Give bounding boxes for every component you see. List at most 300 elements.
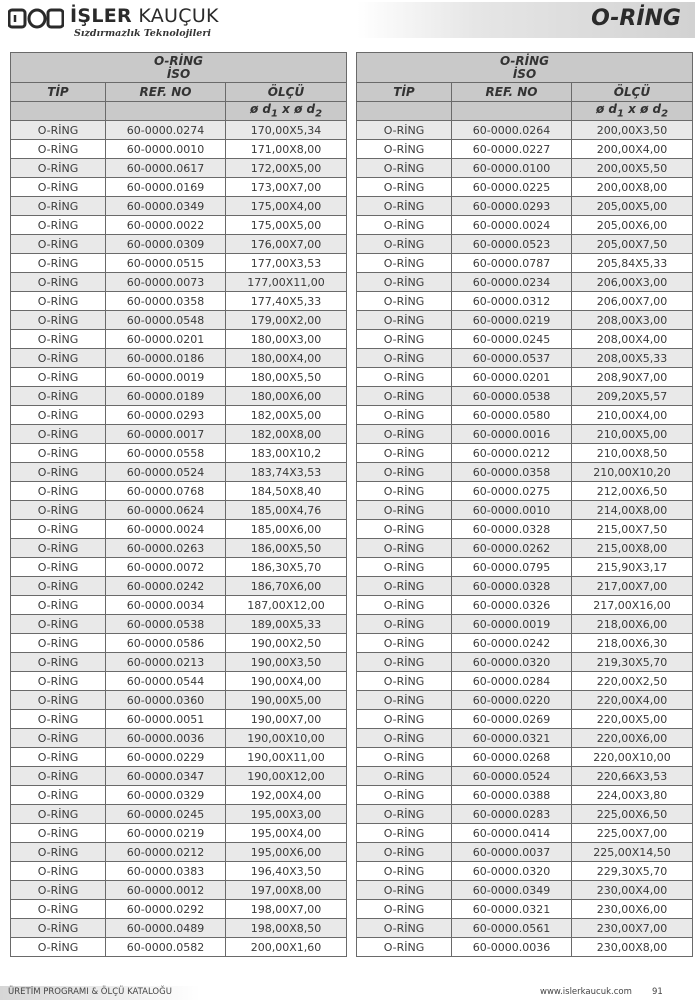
- table-row: [357, 311, 693, 330]
- table-row: [11, 444, 347, 463]
- caption-line-2: İSO: [166, 66, 191, 81]
- cell-ref-no: 60-0000.0358: [106, 292, 226, 311]
- subheader-empty: [106, 102, 226, 121]
- cell-ref-no: 60-0000.0326: [452, 596, 572, 615]
- cell-type: O-RİNG: [11, 444, 106, 463]
- cell-type: O-RİNG: [11, 881, 106, 900]
- table-row: [11, 140, 347, 159]
- table-row: [11, 197, 347, 216]
- cell-type: O-RİNG: [357, 254, 452, 273]
- cell-size: 208,00X5,33: [572, 349, 693, 368]
- page-title: O-RİNG: [591, 6, 681, 31]
- cell-size: 220,00X4,00: [572, 691, 693, 710]
- table-row: [11, 121, 347, 140]
- cell-type: O-RİNG: [357, 178, 452, 197]
- table-row: [357, 235, 693, 254]
- table-row: [357, 368, 693, 387]
- cell-ref-no: 60-0000.0036: [452, 938, 572, 957]
- cell-type: O-RİNG: [11, 919, 106, 938]
- table-row: [357, 292, 693, 311]
- cell-ref-no: 60-0000.0219: [452, 311, 572, 330]
- table-row: [357, 140, 693, 159]
- cell-size: 180,00X6,00: [226, 387, 347, 406]
- cell-size: 197,00X8,00: [226, 881, 347, 900]
- cell-size: 186,00X5,50: [226, 539, 347, 558]
- table-row: [357, 615, 693, 634]
- cell-ref-no: 60-0000.0245: [106, 805, 226, 824]
- subheader-empty: [357, 102, 452, 121]
- cell-size: 209,20X5,57: [572, 387, 693, 406]
- cell-size: 220,00X10,00: [572, 748, 693, 767]
- cell-size: 177,00X3,53: [226, 254, 347, 273]
- table-row: [11, 368, 347, 387]
- cell-size: 219,30X5,70: [572, 653, 693, 672]
- cell-size: 200,00X1,60: [226, 938, 347, 957]
- cell-ref-no: 60-0000.0292: [106, 900, 226, 919]
- cell-type: O-RİNG: [357, 634, 452, 653]
- table-row: [357, 900, 693, 919]
- cell-size: 183,74X3,53: [226, 463, 347, 482]
- cell-size: 186,30X5,70: [226, 558, 347, 577]
- column-header-type: TİP: [357, 83, 452, 102]
- phi-symbol: ø: [249, 102, 259, 117]
- cell-type: O-RİNG: [11, 634, 106, 653]
- cell-ref-no: 60-0000.0010: [106, 140, 226, 159]
- cell-size: 215,00X8,00: [572, 539, 693, 558]
- cell-size: 187,00X12,00: [226, 596, 347, 615]
- cell-ref-no: 60-0000.0328: [452, 577, 572, 596]
- cell-size: 190,00X7,00: [226, 710, 347, 729]
- cell-type: O-RİNG: [357, 539, 452, 558]
- cell-type: O-RİNG: [11, 254, 106, 273]
- cell-ref-no: 60-0000.0036: [106, 729, 226, 748]
- table-row: [11, 254, 347, 273]
- footer-website: www.islerkaucuk.com: [540, 987, 632, 997]
- table-row: [357, 729, 693, 748]
- cell-type: O-RİNG: [357, 615, 452, 634]
- cell-size: 212,00X6,50: [572, 482, 693, 501]
- table-row: [11, 159, 347, 178]
- cell-ref-no: 60-0000.0269: [452, 710, 572, 729]
- table-row: [11, 900, 347, 919]
- cell-size: 230,00X8,00: [572, 938, 693, 957]
- table-row: [357, 558, 693, 577]
- cell-ref-no: 60-0000.0100: [452, 159, 572, 178]
- cell-ref-no: 60-0000.0524: [452, 767, 572, 786]
- table-row: [11, 292, 347, 311]
- subheader-empty: [452, 102, 572, 121]
- footer-catalog-title: ÜRETİM PROGRAMI & ÖLÇÜ KATALOĞU: [8, 987, 172, 997]
- table-row: [11, 786, 347, 805]
- cell-type: O-RİNG: [11, 672, 106, 691]
- cell-type: O-RİNG: [11, 425, 106, 444]
- cell-ref-no: 60-0000.0321: [452, 729, 572, 748]
- cell-type: O-RİNG: [11, 159, 106, 178]
- subheader-empty: [11, 102, 106, 121]
- cell-ref-no: 60-0000.0010: [452, 501, 572, 520]
- cell-size: 200,00X3,50: [572, 121, 693, 140]
- cell-type: O-RİNG: [11, 615, 106, 634]
- table-row: [11, 311, 347, 330]
- table-row: [357, 273, 693, 292]
- cell-type: O-RİNG: [357, 349, 452, 368]
- cell-size: 225,00X14,50: [572, 843, 693, 862]
- cell-size: 200,00X8,00: [572, 178, 693, 197]
- d-letter: d: [608, 102, 617, 117]
- table-row: [11, 881, 347, 900]
- cell-type: O-RİNG: [357, 444, 452, 463]
- table-row: [357, 767, 693, 786]
- cell-size: 180,00X4,00: [226, 349, 347, 368]
- cell-type: O-RİNG: [11, 843, 106, 862]
- table-row: [357, 653, 693, 672]
- brand-light: KAUÇUK: [138, 5, 219, 27]
- cell-type: O-RİNG: [11, 710, 106, 729]
- cell-type: O-RİNG: [11, 786, 106, 805]
- cell-size: 210,00X8,50: [572, 444, 693, 463]
- cell-size: 184,50X8,40: [226, 482, 347, 501]
- cell-size: 225,00X7,00: [572, 824, 693, 843]
- table-row: [357, 349, 693, 368]
- cell-type: O-RİNG: [11, 197, 106, 216]
- cell-size: 190,00X11,00: [226, 748, 347, 767]
- cell-size: 185,00X6,00: [226, 520, 347, 539]
- cell-size: 190,00X5,00: [226, 691, 347, 710]
- cell-size: 218,00X6,00: [572, 615, 693, 634]
- cell-size: 220,00X5,00: [572, 710, 693, 729]
- cell-ref-no: 60-0000.0213: [106, 653, 226, 672]
- cell-type: O-RİNG: [11, 501, 106, 520]
- cell-ref-no: 60-0000.0245: [452, 330, 572, 349]
- table-row: [11, 938, 347, 957]
- cell-ref-no: 60-0000.0034: [106, 596, 226, 615]
- cell-type: O-RİNG: [357, 862, 452, 881]
- cell-type: O-RİNG: [11, 577, 106, 596]
- cell-type: O-RİNG: [11, 938, 106, 957]
- table-row: [357, 254, 693, 273]
- left-size-table: [10, 52, 347, 957]
- cell-ref-no: 60-0000.0275: [452, 482, 572, 501]
- column-header-size: ÖLÇÜ: [572, 83, 693, 102]
- cell-ref-no: 60-0000.0347: [106, 767, 226, 786]
- cell-type: O-RİNG: [357, 406, 452, 425]
- cell-ref-no: 60-0000.0242: [452, 634, 572, 653]
- cell-type: O-RİNG: [11, 729, 106, 748]
- table-row: [11, 577, 347, 596]
- cell-type: O-RİNG: [11, 406, 106, 425]
- cell-ref-no: 60-0000.0328: [452, 520, 572, 539]
- cell-ref-no: 60-0000.0558: [106, 444, 226, 463]
- table-row: [11, 178, 347, 197]
- table-row: [11, 482, 347, 501]
- caption-line-1: O-RİNG: [153, 53, 203, 68]
- cell-size: 186,70X6,00: [226, 577, 347, 596]
- cell-ref-no: 60-0000.0024: [452, 216, 572, 235]
- cell-type: O-RİNG: [11, 482, 106, 501]
- cell-type: O-RİNG: [357, 463, 452, 482]
- cell-size: 176,00X7,00: [226, 235, 347, 254]
- table-row: [357, 596, 693, 615]
- subscript-1: 1: [270, 108, 278, 120]
- cell-size: 208,90X7,00: [572, 368, 693, 387]
- table-row: [11, 634, 347, 653]
- cell-type: O-RİNG: [357, 843, 452, 862]
- cell-type: O-RİNG: [357, 273, 452, 292]
- cell-size: 200,00X4,00: [572, 140, 693, 159]
- subscript-2: 2: [315, 108, 323, 120]
- cell-ref-no: 60-0000.0524: [106, 463, 226, 482]
- cell-size: 198,00X8,50: [226, 919, 347, 938]
- table-row: [11, 425, 347, 444]
- cell-ref-no: 60-0000.0263: [106, 539, 226, 558]
- cell-type: O-RİNG: [11, 596, 106, 615]
- table-row: [11, 520, 347, 539]
- table-row: [11, 330, 347, 349]
- cell-size: 205,00X7,50: [572, 235, 693, 254]
- table-row: [357, 197, 693, 216]
- cell-type: O-RİNG: [11, 691, 106, 710]
- cell-ref-no: 60-0000.0561: [452, 919, 572, 938]
- cell-size: 175,00X4,00: [226, 197, 347, 216]
- cell-ref-no: 60-0000.0293: [452, 197, 572, 216]
- cell-type: O-RİNG: [357, 900, 452, 919]
- cell-type: O-RİNG: [357, 368, 452, 387]
- cell-ref-no: 60-0000.0017: [106, 425, 226, 444]
- cell-size: 177,00X11,00: [226, 273, 347, 292]
- cell-ref-no: 60-0000.0349: [106, 197, 226, 216]
- table-row: [357, 805, 693, 824]
- table-row: [11, 729, 347, 748]
- brand-bold: İŞLER: [70, 5, 132, 27]
- table-row: [11, 615, 347, 634]
- cell-ref-no: 60-0000.0538: [452, 387, 572, 406]
- table-row: [357, 520, 693, 539]
- cell-type: O-RİNG: [357, 311, 452, 330]
- cell-size: 195,00X4,00: [226, 824, 347, 843]
- cell-size: 171,00X8,00: [226, 140, 347, 159]
- cell-type: O-RİNG: [11, 368, 106, 387]
- cell-ref-no: 60-0000.0264: [452, 121, 572, 140]
- table-row: [357, 748, 693, 767]
- cell-ref-no: 60-0000.0234: [452, 273, 572, 292]
- right-table-body: [357, 121, 693, 957]
- table-row: [11, 387, 347, 406]
- cell-size: 218,00X6,30: [572, 634, 693, 653]
- table-row: [357, 444, 693, 463]
- cell-ref-no: 60-0000.0037: [452, 843, 572, 862]
- cell-size: 170,00X5,34: [226, 121, 347, 140]
- x-letter: x: [628, 102, 636, 117]
- cell-size: 230,00X6,00: [572, 900, 693, 919]
- column-header-ref: REF. NO: [106, 83, 226, 102]
- cell-size: 189,00X5,33: [226, 615, 347, 634]
- cell-type: O-RİNG: [11, 748, 106, 767]
- table-row: [357, 577, 693, 596]
- cell-ref-no: 60-0000.0284: [452, 672, 572, 691]
- table-row: [11, 216, 347, 235]
- cell-ref-no: 60-0000.0022: [106, 216, 226, 235]
- table-row: [11, 501, 347, 520]
- x-letter: x: [282, 102, 290, 117]
- cell-type: O-RİNG: [11, 273, 106, 292]
- cell-size: 200,00X5,50: [572, 159, 693, 178]
- cell-type: O-RİNG: [11, 767, 106, 786]
- cell-ref-no: 60-0000.0582: [106, 938, 226, 957]
- cell-ref-no: 60-0000.0580: [452, 406, 572, 425]
- table-caption: [357, 53, 693, 83]
- table-row: [357, 824, 693, 843]
- cell-ref-no: 60-0000.0321: [452, 900, 572, 919]
- table-row: [357, 178, 693, 197]
- page-footer: [0, 984, 695, 1000]
- cell-type: O-RİNG: [11, 862, 106, 881]
- table-row: [357, 634, 693, 653]
- cell-ref-no: 60-0000.0283: [452, 805, 572, 824]
- brand-tagline: Sızdırmazlık Teknolojileri: [74, 28, 211, 39]
- cell-ref-no: 60-0000.0489: [106, 919, 226, 938]
- table-row: [357, 330, 693, 349]
- cell-ref-no: 60-0000.0012: [106, 881, 226, 900]
- cell-ref-no: 60-0000.0312: [452, 292, 572, 311]
- cell-ref-no: 60-0000.0016: [452, 425, 572, 444]
- table-row: [11, 349, 347, 368]
- column-header-ref: REF. NO: [452, 83, 572, 102]
- cell-type: O-RİNG: [357, 710, 452, 729]
- d-letter: d: [652, 102, 662, 117]
- table-row: [11, 805, 347, 824]
- cell-ref-no: 60-0000.0795: [452, 558, 572, 577]
- cell-ref-no: 60-0000.0617: [106, 159, 226, 178]
- cell-size: 205,00X5,00: [572, 197, 693, 216]
- table-row: [357, 216, 693, 235]
- cell-ref-no: 60-0000.0227: [452, 140, 572, 159]
- cell-size: 210,00X5,00: [572, 425, 693, 444]
- d-letter: d: [262, 102, 271, 117]
- cell-ref-no: 60-0000.0268: [452, 748, 572, 767]
- cell-size: 190,00X10,00: [226, 729, 347, 748]
- cell-type: O-RİNG: [11, 900, 106, 919]
- cell-ref-no: 60-0000.0523: [452, 235, 572, 254]
- table-row: [357, 406, 693, 425]
- table-row: [357, 425, 693, 444]
- phi-symbol: ø: [595, 102, 605, 117]
- cell-type: O-RİNG: [357, 216, 452, 235]
- cell-size: 190,00X12,00: [226, 767, 347, 786]
- cell-type: O-RİNG: [357, 501, 452, 520]
- table-row: [357, 919, 693, 938]
- cell-type: O-RİNG: [357, 786, 452, 805]
- cell-ref-no: 60-0000.0201: [452, 368, 572, 387]
- table-row: [357, 786, 693, 805]
- left-table-body: [11, 121, 347, 957]
- table-row: [357, 463, 693, 482]
- cell-size: 190,00X4,00: [226, 672, 347, 691]
- cell-type: O-RİNG: [11, 216, 106, 235]
- cell-size: 206,00X7,00: [572, 292, 693, 311]
- page-number: 91: [652, 987, 663, 997]
- table-row: [11, 539, 347, 558]
- cell-size: 173,00X7,00: [226, 178, 347, 197]
- right-table-wrapper: [356, 52, 692, 957]
- cell-ref-no: 60-0000.0515: [106, 254, 226, 273]
- cell-type: O-RİNG: [357, 197, 452, 216]
- cell-ref-no: 60-0000.0169: [106, 178, 226, 197]
- caption-line-1: O-RİNG: [499, 53, 549, 68]
- cell-type: O-RİNG: [357, 805, 452, 824]
- cell-type: O-RİNG: [357, 121, 452, 140]
- cell-type: O-RİNG: [357, 691, 452, 710]
- cell-ref-no: 60-0000.0320: [452, 862, 572, 881]
- cell-ref-no: 60-0000.0186: [106, 349, 226, 368]
- table-row: [11, 596, 347, 615]
- cell-ref-no: 60-0000.0358: [452, 463, 572, 482]
- cell-size: 224,00X3,80: [572, 786, 693, 805]
- cell-ref-no: 60-0000.0219: [106, 824, 226, 843]
- cell-ref-no: 60-0000.0220: [452, 691, 572, 710]
- cell-type: O-RİNG: [357, 520, 452, 539]
- cell-size: 192,00X4,00: [226, 786, 347, 805]
- cell-ref-no: 60-0000.0073: [106, 273, 226, 292]
- cell-ref-no: 60-0000.0349: [452, 881, 572, 900]
- cell-ref-no: 60-0000.0019: [452, 615, 572, 634]
- phi-symbol: ø: [294, 102, 303, 117]
- cell-size: 215,90X3,17: [572, 558, 693, 577]
- table-row: [357, 501, 693, 520]
- size-subheader: [226, 102, 347, 121]
- table-row: [357, 710, 693, 729]
- table-row: [357, 121, 693, 140]
- cell-type: O-RİNG: [11, 539, 106, 558]
- cell-type: O-RİNG: [11, 311, 106, 330]
- page-header: [0, 0, 695, 44]
- table-row: [11, 406, 347, 425]
- cell-ref-no: 60-0000.0586: [106, 634, 226, 653]
- table-row: [357, 387, 693, 406]
- size-subheader: [572, 102, 693, 121]
- table-row: [357, 539, 693, 558]
- table-row: [11, 691, 347, 710]
- cell-size: 196,40X3,50: [226, 862, 347, 881]
- cell-ref-no: 60-0000.0388: [452, 786, 572, 805]
- cell-size: 175,00X5,00: [226, 216, 347, 235]
- cell-size: 210,00X4,00: [572, 406, 693, 425]
- cell-type: O-RİNG: [357, 653, 452, 672]
- cell-type: O-RİNG: [357, 596, 452, 615]
- table-row: [357, 159, 693, 178]
- cell-size: 217,00X16,00: [572, 596, 693, 615]
- left-table-wrapper: [10, 52, 346, 957]
- cell-type: O-RİNG: [11, 121, 106, 140]
- cell-type: O-RİNG: [357, 672, 452, 691]
- cell-size: 185,00X4,76: [226, 501, 347, 520]
- cell-type: O-RİNG: [357, 577, 452, 596]
- table-row: [357, 843, 693, 862]
- table-row: [11, 843, 347, 862]
- cell-type: O-RİNG: [11, 653, 106, 672]
- company-logo: [8, 4, 219, 40]
- cell-size: 208,00X3,00: [572, 311, 693, 330]
- cell-size: 195,00X6,00: [226, 843, 347, 862]
- cell-size: 225,00X6,50: [572, 805, 693, 824]
- table-row: [11, 824, 347, 843]
- cell-type: O-RİNG: [357, 235, 452, 254]
- cell-type: O-RİNG: [357, 425, 452, 444]
- table-row: [357, 691, 693, 710]
- cell-size: 220,66X3,53: [572, 767, 693, 786]
- table-row: [11, 919, 347, 938]
- table-row: [11, 463, 347, 482]
- cell-type: O-RİNG: [357, 387, 452, 406]
